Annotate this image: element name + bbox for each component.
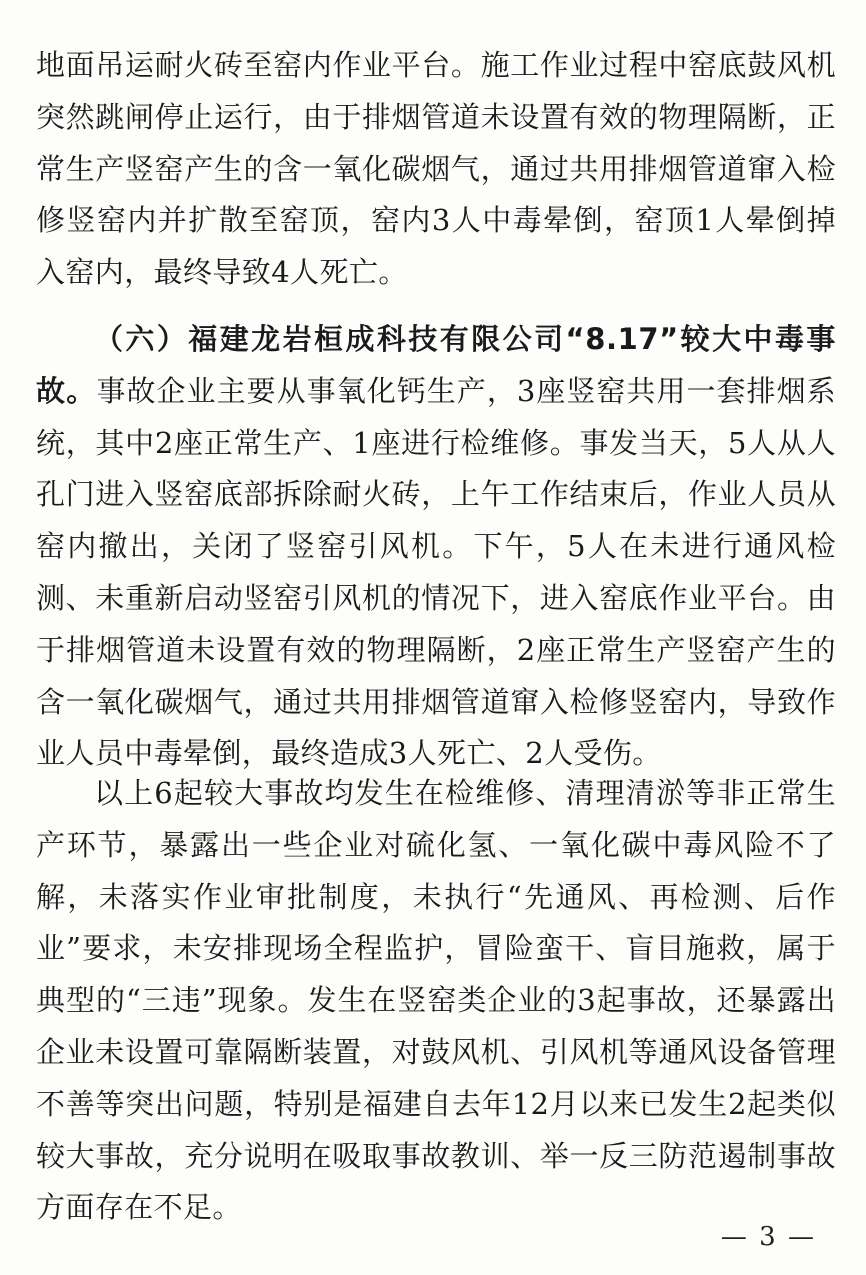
paragraph-incident-six (36, 314, 836, 780)
paragraph-2-text: 事故企业主要从事氧化钙生产，3座竖窑共用一套排烟系统，其中2座正常生产、1座进行检维修。事发当天，5人从人孔门进入竖窑底部拆除耐火砖，上午工作结束后，作业人员从窑内撤出，关闭了竖窑引风机。下午，5人在未进行通风检测、未重新启动竖窑引风机的情况下，进入窑底作业平台。由于排烟管道未设置有效的物理隔断，2座正常生产竖窑产生的含一氧化碳烟气，通过共用排烟管道窜入检修竖窑内，导致作业人员中毒晕倒，最终造成3人死亡、2人受伤。 (36, 373, 837, 771)
paragraph-3-text: 以上6起较大事故均发生在检维修、清理清淤等非正常生产环节，暴露出一些企业对硫化氢、一氧化碳中毒风险不了解，未落实作业审批制度，未执行“先通风、再检测、后作业”要求，未安排现场全程监护，冒险蛮干、盲目施救，属于典型的“三违”现象。发生在竖窑类企业的3起事故，还暴露出企业未设置可靠隔断装置，对鼓风机、引风机等通风设备管理不善等突出问题，特别是福建自去年12月以来已发生2起类似较大事故，充分说明在吸取事故教训、举一反三防范遏制事故方面存在不足。 (36, 776, 836, 1225)
paragraph-continued (36, 40, 836, 299)
paragraph-summary (36, 768, 836, 1234)
paragraph-1-text: 地面吊运耐火砖至窑内作业平台。施工作业过程中窑底鼓风机突然跳闸停止运行，由于排烟管道未设置有效的物理隔断，正常生产竖窑产生的含一氧化碳烟气，通过共用排烟管道窜入检修竖窑内并扩散至窑顶，窑内3人中毒晕倒，窑顶1人晕倒掉入窑内，最终导致4人死亡。 (36, 48, 836, 290)
incident-heading: （六）福建龙岩桓成科技有限公司“8.17”较大中毒事故。 (36, 322, 836, 408)
page-number: — 3 — (720, 1222, 816, 1252)
